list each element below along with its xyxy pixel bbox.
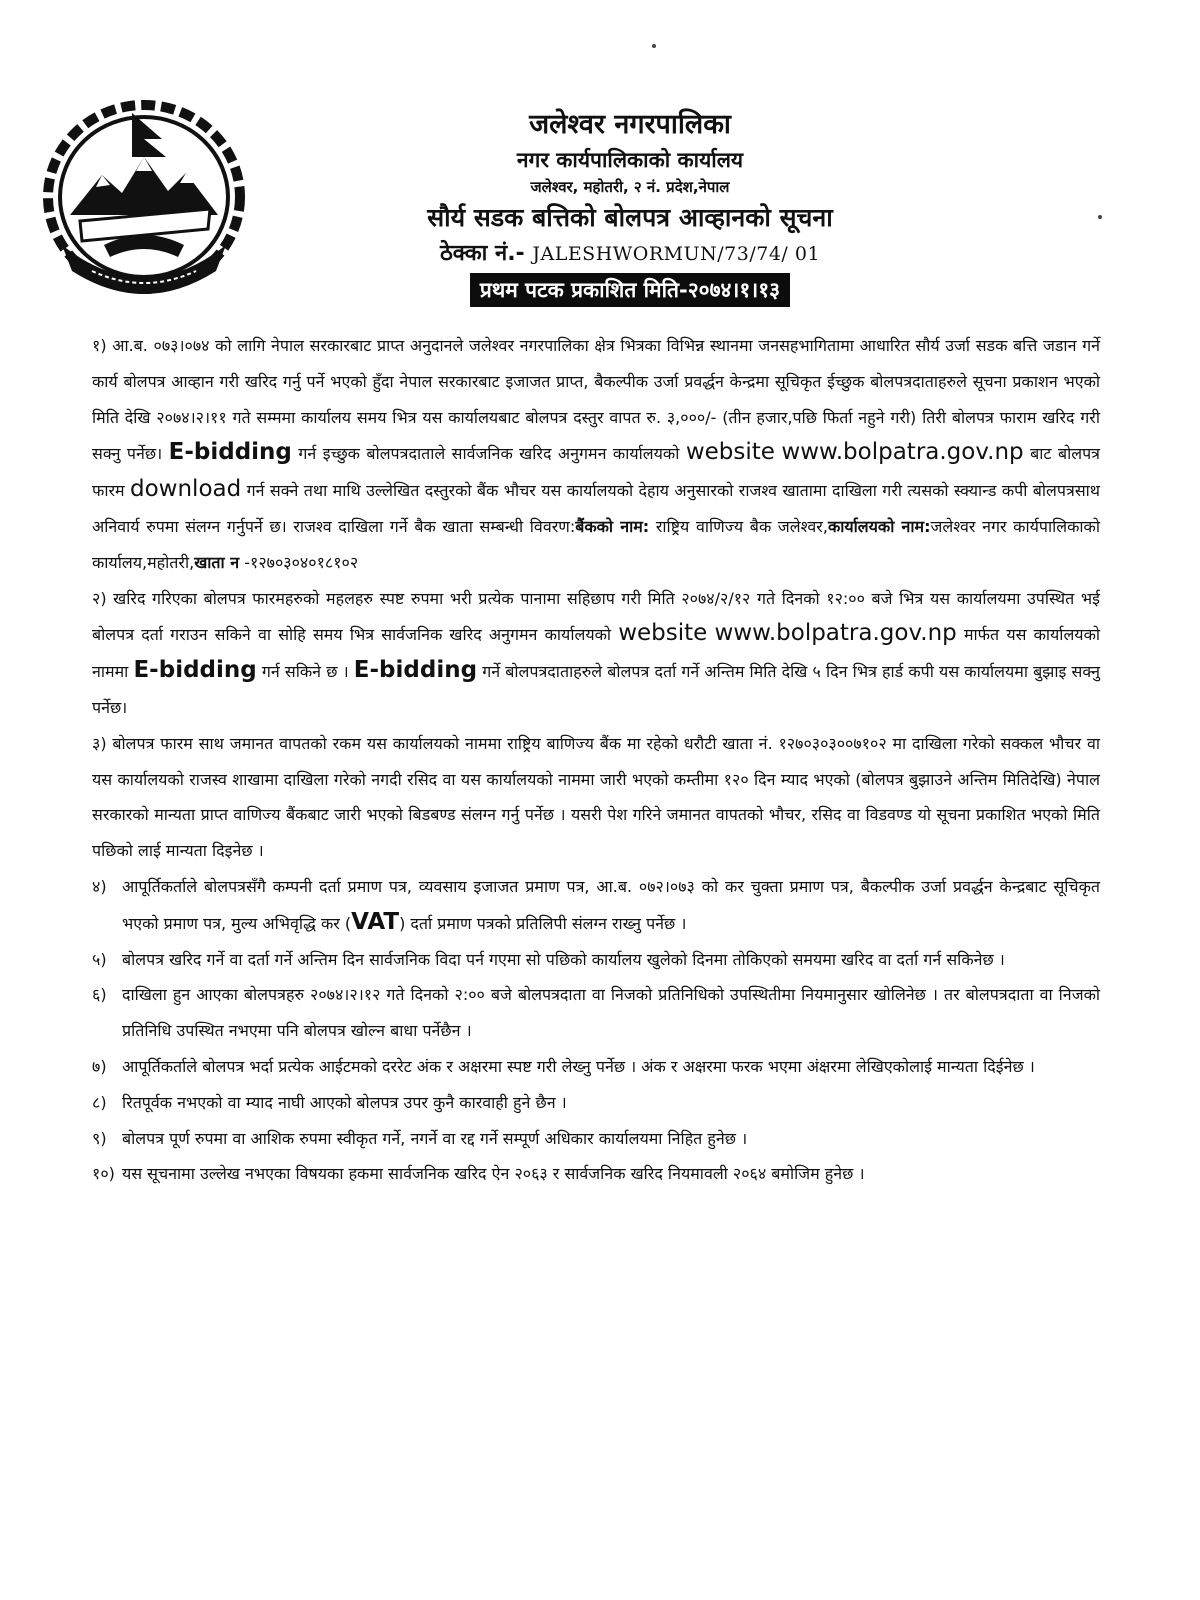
notice-body: [92, 328, 1100, 1192]
item-number: ५): [92, 949, 107, 969]
item-4-text-b: ) दर्ता प्रमाण पत्रको प्रतिलिपी संलग्न राख्नु पर्नेछ ।: [399, 913, 687, 933]
para2-text-c: गर्न सकिने छ ।: [261, 662, 349, 682]
para1-office-label: कार्यालयको नाम:: [827, 516, 931, 536]
item-text: बोलपत्र खरिद गर्ने वा दर्ता गर्ने अन्तिम दिन सार्वजनिक विदा पर्न गएमा सो पछिको कार्यालय खुलेको दिनमा तोकिएको समयमा खरिद वा दर्ता गर्न सकिनेछ ।: [122, 949, 1005, 969]
para1-website-url: www.bolpatra.gov.np: [781, 439, 1024, 466]
paragraph-3: [92, 726, 1100, 869]
para1-account-value: -१२७०३०४०१८१०२: [244, 552, 359, 572]
item-4-vat: VAT: [351, 908, 400, 935]
item-number: ७): [92, 1056, 107, 1076]
para1-text-d: गर्न सक्ने तथा माथि उल्लेखित दस्तुरको बैंक भौचर यस कार्यालयको देहाय अनुसारको राजश्व खातामा दाखिला गरी त्यसको स्क्यान्ड कपी बोलपत्रसाथ अनिवार्य रुपमा संलग्न गर्नुपर्ने छ। राजश्व दाखिला गर्ने बैक खाता सम्बन्धी विवरण:: [92, 481, 1101, 536]
para2-website-url: www.bolpatra.gov.np: [714, 620, 957, 647]
list-item: [92, 1049, 1100, 1085]
item-number: ६): [92, 985, 107, 1005]
contract-value: JALESHWORMUN/73/74/ 01: [532, 243, 821, 265]
scan-speck: [1098, 215, 1102, 219]
item-number: ८): [92, 1092, 107, 1112]
para1-bank-value: राष्ट्रिय वाणिज्य बैक जलेश्वर,: [655, 516, 828, 536]
notice-title: सौर्य सडक बत्तिको बोलपत्र आव्हानको सूचना: [427, 203, 833, 232]
list-item: [92, 1156, 1100, 1192]
item-text: बोलपत्र पूर्ण रुपमा वा आशिक रुपमा स्वीकृत गर्ने, नगर्ने वा रद्द गर्ने सम्पूर्ण अधिकार कार्यालयमा निहित हुनेछ ।: [122, 1128, 748, 1148]
list-item: [92, 1085, 1100, 1121]
item-text: आपूर्तिकर्ताले बोलपत्र भर्दा प्रत्येक आईटमको दररेट अंक र अक्षरमा स्पष्ट गरी लेख्नु पर्नेछ । अंक र अक्षरमा फरक भएमा अंक्षरमा लेखिएकोलाई मान्यता दिईनेछ ।: [122, 1056, 1035, 1076]
para1-e-bidding: E-bidding: [168, 439, 292, 466]
para2-website-word: website: [618, 620, 708, 647]
paragraph-2: [92, 581, 1100, 726]
office-subtitle: नगर कार्यपालिकाको कार्यालय: [516, 148, 744, 172]
para1-download-word: download: [130, 476, 242, 503]
para2-e-bidding-2: E-bidding: [353, 657, 478, 684]
para1-text-b: गर्न इच्छुक बोलपत्रदाताले सार्वजनिक खरिद अनुगमन कार्यालयको: [298, 444, 680, 464]
contract-number: [300, 237, 960, 271]
publication-date-banner: प्रथम पटक प्रकाशित मिति-२०७४।१।१३: [470, 273, 790, 307]
para1-bank-label: बैंकको नाम:: [575, 516, 650, 536]
para2-text-a: २) खरिद गरिएका बोलपत्र फारमहरुको महलहरु स्पष्ट रुपमा भरी प्रत्येक पानामा सहिछाप गरी मिति २०७४/२/१२ गते दिनको १२:०० बजे भित्र यस कार्यालयमा उपस्थित भई बोलपत्र दर्ता गराउन सकिने वा सोहि समय भित्र सार्वजनिक खरिद अनुगमन कार्यालयको: [92, 588, 1100, 645]
para3-text: ३) बोलपत्र फारम साथ जमानत वापतको रकम यस कार्यालयको नाममा राष्ट्रिय बाणिज्य बैंक मा रहेको धरौटी खाता नं. १२७०३०३००७१०२ मा दाखिला गरेको सक्कल भौचर वा यस कार्यालयको राजस्व शाखामा दाखिला गरेको नगदी रसिद वा यस कार्यालयको नाममा जारी भएको कम्तीमा १२० दिन म्याद भएको (बोलपत्र बुझाउने अन्तिम मितिदेखि) नेपाल सरकारको मान्यता प्राप्त वाणिज्य बैंकबाट जारी भएको बिडबण्ड संलग्न गर्नु पर्नेछ । यसरी पेश गरिने जमानत वापतको भौचर, रसिद वा विडवण्ड यो सूचना प्रकाशित भएको मिति पछिको लाई मान्यता दिइनेछ ।: [92, 733, 1100, 861]
notice-header: [300, 105, 960, 307]
contract-label: ठेक्का नं.-: [439, 241, 525, 266]
para1-text-c: बाट बोलपत्र फारम: [92, 444, 1100, 501]
item-text: यस सूचनामा उल्लेख नभएका विषयका हकमा सार्वजनिक खरिद ऐन २०६३ र सार्वजनिक खरिद नियमावली २०६४ बमोजिम हुनेछ ।: [122, 1164, 865, 1184]
list-item: [92, 869, 1100, 942]
para2-text-b: मार्फत यस कार्यालयको नाममा: [92, 625, 1101, 682]
para1-website-word: website: [685, 439, 775, 466]
item-4-text-a: आपूर्तिकर्ताले बोलपत्रसँगै कम्पनी दर्ता प्रमाण पत्र, व्यवसाय इजाजत प्रमाण पत्र, आ.ब. ०७२।०७३ को कर चुक्ता प्रमाण पत्र, बैकल्पीक उर्जा प्रवर्द्धन केन्द्रबाट सूचिकृत भएको प्रमाण पत्र, मुल्य अभिवृद्धि कर (: [122, 876, 1100, 933]
para2-e-bidding-1: E-bidding: [133, 657, 257, 684]
para1-text-a: १) आ.ब. ०७३।०७४ को लागि नेपाल सरकारबाट प्राप्त अनुदानले जलेश्वर नगरपालिका क्षेत्र भित्रका विभिन्न स्थानमा जनसहभागितामा आधारित सौर्य उर्जा सडक बत्ति जडान गर्ने कार्य बोलपत्र आव्हान गरी खरिद गर्नु पर्ने भएको हुँदा नेपाल सरकारबाट इजाजत प्राप्त, बैकल्पीक उर्जा प्रवर्द्धन केन्द्रमा सूचिकृत ईच्छुक बोलपत्रदाताहरुले सूचना प्रकाशन भएको मिति देखि २०७४।२।११ गते सम्ममा कार्यालय समय भित्र यस कार्यालयबाट बोलपत्र दस्तुर वापत रु. ३,०००/- (तीन हजार,पछि फिर्ता नहुने गरी) तिरी बोलपत्र फाराम खरिद गरी सक्नु पर्नेछ।: [92, 336, 1100, 464]
office-name: जलेश्वर नगरपालिका: [529, 109, 731, 140]
item-text: [122, 869, 1100, 942]
item-text: रितपूर्वक नभएको वा म्याद नाघी आएको बोलपत्र उपर कुनै कारवाही हुने छैन ।: [122, 1092, 567, 1112]
office-address: जलेश्वर, महोतरी, २ नं. प्रदेश,नेपाल: [530, 178, 730, 196]
item-text: दाखिला हुन आएका बोलपत्रहरु २०७४।२।१२ गते दिनको २:०० बजे बोलपत्रदाता वा निजको प्रतिनिधिको उपस्थितीमा नियमानुसार खोलिनेछ । तर बोलपत्रदाता वा निजको प्रतिनिधि उपस्थित नभएमा पनि बोलपत्र खोल्न बाधा पर्नेछैन ।: [122, 985, 1100, 1041]
item-number: ४): [92, 876, 107, 896]
scan-speck: [652, 44, 656, 48]
para1-office-value: जलेश्वर नगर कार्यपालिकाको कार्यालय,महोतरी,: [92, 516, 1100, 572]
para1-account-label: खाता न: [194, 552, 240, 572]
item-number: ९): [92, 1128, 107, 1148]
conditions-list: [92, 869, 1100, 1192]
item-number: १०): [92, 1164, 115, 1184]
list-item: [92, 942, 1100, 978]
list-item: [92, 977, 1100, 1049]
paragraph-1: [92, 328, 1100, 581]
para2-text-d: गर्ने बोलपत्रदाताहरुले बोलपत्र दर्ता गर्ने अन्तिम मिति देखि ५ दिन भित्र हार्ड कपी यस कार्यालयमा बुझाइ सक्नु पर्नेछ।: [92, 662, 1100, 717]
list-item: [92, 1121, 1100, 1157]
government-emblem-icon: [40, 95, 248, 295]
